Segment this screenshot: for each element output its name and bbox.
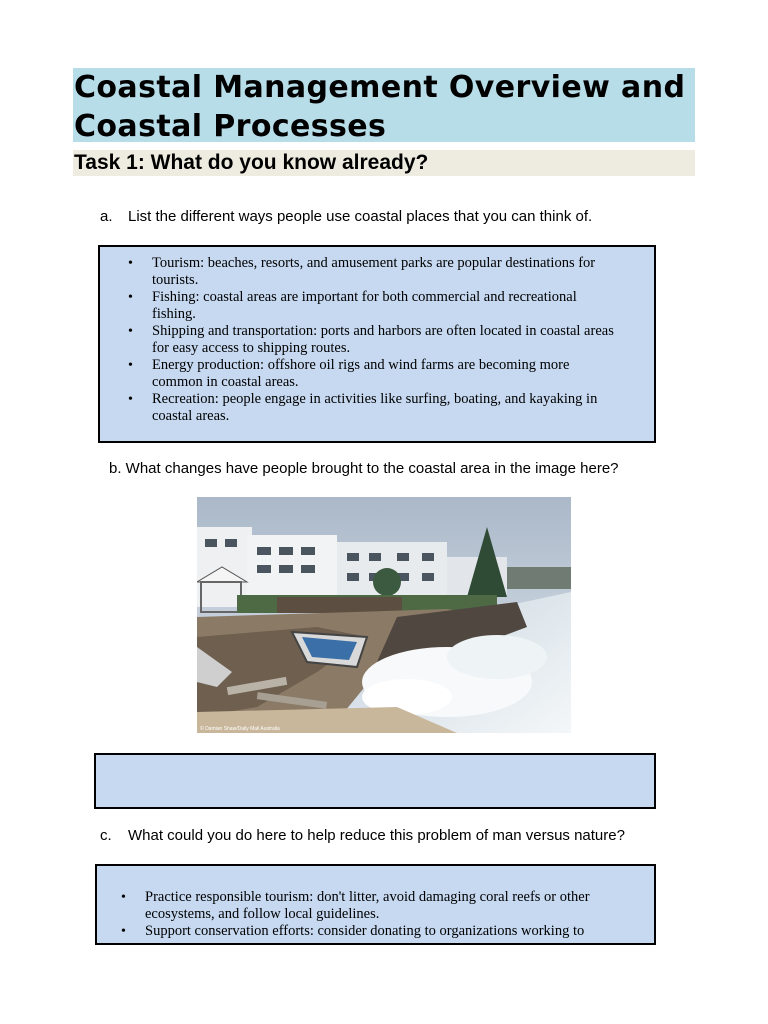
answer-c-box[interactable] (95, 864, 656, 945)
question-a-text: List the different ways people use coastal places that you can think of. (128, 208, 593, 225)
page-title (73, 68, 695, 146)
task-heading: Task 1: What do you know already? (74, 151, 429, 174)
answer-a-list (100, 255, 654, 425)
list-item: • Tourism: beaches, resorts, and amusement parks are popular destinations for tourists. (100, 255, 654, 289)
title-block (73, 68, 695, 142)
question-c-text: What could you do here to help reduce this problem of man versus nature? (128, 827, 625, 844)
photo-credit: © Damian Shaw/Daily Mail Australia (200, 726, 280, 732)
list-item: • Fishing: coastal areas are important for both commercial and recreational fishing. (100, 289, 654, 323)
task-heading-block (73, 150, 695, 176)
question-a-letter: a. (100, 208, 113, 225)
list-item: • Practice responsible tourism: don't litter, avoid damaging coral reefs or other ecosystems, and follow local guidelines. (95, 889, 654, 923)
answer-c-list (95, 889, 654, 940)
answer-a-box[interactable] (98, 245, 656, 443)
title-line-2: Coastal Processes (74, 109, 387, 144)
answer-b-box[interactable] (94, 753, 656, 809)
title-line-1: Coastal Management Overview and (74, 70, 686, 105)
list-item: • Energy production: offshore oil rigs and wind farms are becoming more common in coastal areas. (100, 357, 654, 391)
question-c-letter: c. (100, 827, 112, 844)
list-item: • Recreation: people engage in activities like surfing, boating, and kayaking in coastal areas. (100, 391, 654, 425)
coastal-erosion-photo (197, 497, 571, 733)
list-item: • Support conservation efforts: consider donating to organizations working to (95, 923, 654, 940)
question-b-text: b. What changes have people brought to the coastal area in the image here? (109, 460, 619, 477)
list-item: • Shipping and transportation: ports and harbors are often located in coastal areas for easy access to shipping routes. (100, 323, 654, 357)
question-b (109, 460, 709, 478)
